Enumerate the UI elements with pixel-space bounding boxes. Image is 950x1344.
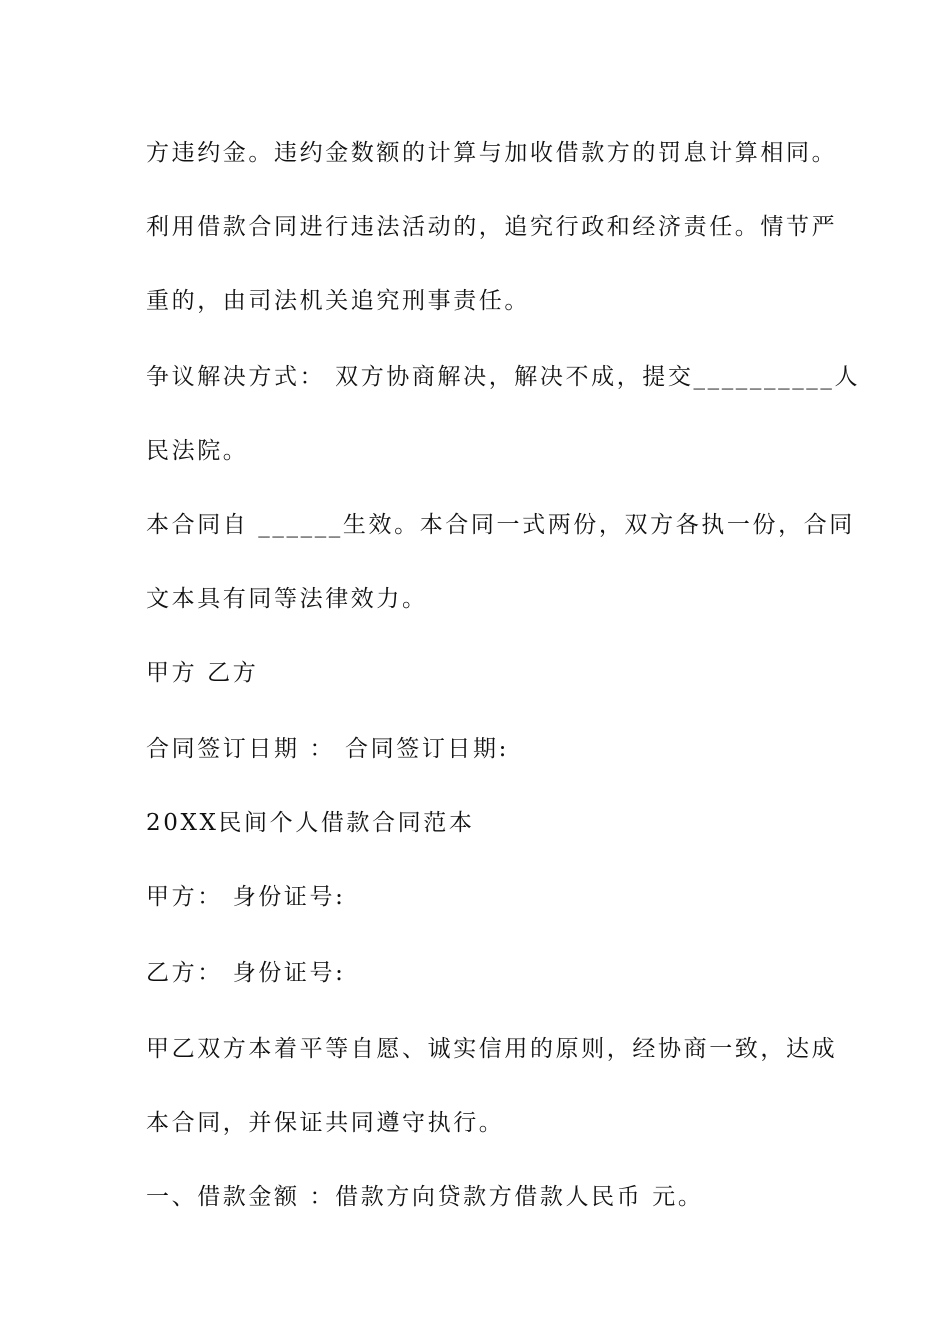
paragraph-line: 本合同，并保证共同遵守执行。 (146, 1110, 505, 1136)
paragraph-line: 甲乙双方本着平等自愿、诚实信用的原则，经协商一致，达成 (146, 1036, 838, 1062)
signing-date-line: 合同签订日期 ： 合同签订日期: (146, 736, 509, 762)
paragraph-line: 重的，由司法机关追究刑事责任。 (146, 288, 530, 314)
party-b-line: 乙方： 身份证号: (146, 960, 346, 986)
contract-title: 20XX民间个人借款合同范本 (146, 810, 475, 836)
clause-loan-amount: 一、借款金额 ：借款方向贷款方借款人民币 元。 (146, 1184, 704, 1210)
party-a-line: 甲方： 身份证号: (146, 884, 346, 910)
paragraph-line: 利用借款合同进行违法活动的，追究行政和经济责任。情节严 (146, 214, 838, 240)
paragraph-line: 本合同自 ______生效。本合同一式两份，双方各执一份，合同 (146, 512, 855, 538)
signature-parties-line: 甲方 乙方 (146, 660, 259, 686)
paragraph-line: 民法院。 (146, 438, 249, 464)
paragraph-line: 方违约金。违约金数额的计算与加收借款方的罚息计算相同。 (146, 140, 838, 166)
paragraph-line: 文本具有同等法律效力。 (146, 586, 428, 612)
paragraph-line: 争议解决方式： 双方协商解决，解决不成，提交__________人 (146, 364, 861, 390)
